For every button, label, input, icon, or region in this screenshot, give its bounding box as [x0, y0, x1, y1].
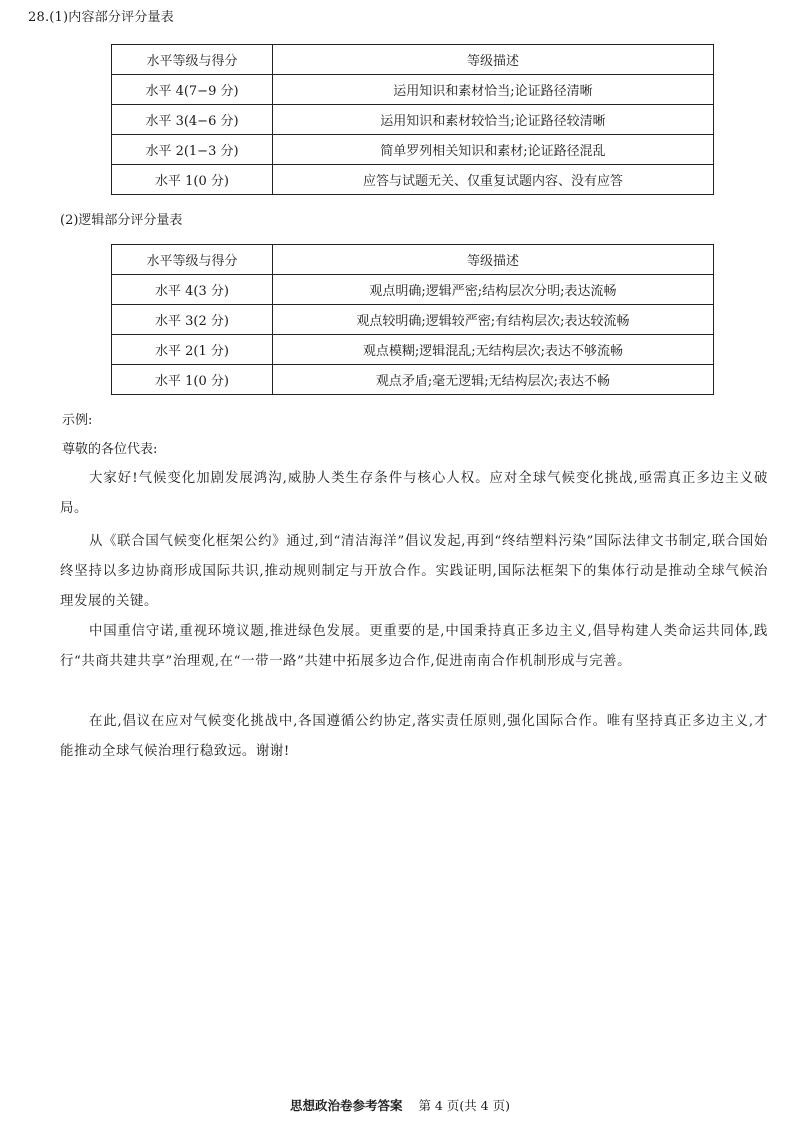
description-cell: 应答与试题无关、仅重复试题内容、没有应答	[273, 165, 714, 195]
level-cell: 水平 4(3 分)	[112, 275, 273, 305]
table-row	[112, 135, 714, 165]
description-cell: 观点较明确;逻辑较严密;有结构层次;表达较流畅	[273, 305, 714, 335]
header-level: 水平等级与得分	[112, 45, 273, 75]
table-row	[112, 75, 714, 105]
part2-title: (2)逻辑部分评分量表	[60, 213, 183, 228]
level-cell: 水平 3(4−6 分)	[112, 105, 273, 135]
speech-paragraph: 中国重信守诺,重视环境议题,推进绿色发展。更重要的是,中国秉持真正多边主义,倡导构建人类命运共同体,践行“共商共建共享”治理观,在“一带一路”共建中拓展多边合作,促进南南合作机制形成与完善。	[60, 624, 768, 669]
level-cell: 水平 1(0 分)	[112, 165, 273, 195]
footer-doc-title: 思想政治卷参考答案	[290, 1098, 403, 1113]
speech-paragraph: 大家好!气候变化加剧发展鸿沟,威胁人类生存条件与核心人权。应对全球气候变化挑战,亟需真正多边主义破局。	[60, 471, 768, 516]
table-row	[112, 335, 714, 365]
header-description: 等级描述	[273, 45, 714, 75]
description-cell: 简单罗列相关知识和素材;论证路径混乱	[273, 135, 714, 165]
table-header-row	[112, 245, 714, 275]
header-level: 水平等级与得分	[112, 245, 273, 275]
description-cell: 运用知识和素材恰当;论证路径清晰	[273, 75, 714, 105]
table-row	[112, 105, 714, 135]
description-cell: 观点矛盾;毫无逻辑;无结构层次;表达不畅	[273, 365, 714, 395]
table-row	[112, 305, 714, 335]
question-number: 28.	[28, 10, 50, 25]
question-header	[28, 9, 174, 27]
part1-title: (1)内容部分评分量表	[49, 10, 174, 25]
level-cell: 水平 1(0 分)	[112, 365, 273, 395]
level-cell: 水平 3(2 分)	[112, 305, 273, 335]
table-row	[112, 365, 714, 395]
table-header-row	[112, 45, 714, 75]
logic-rubric-table	[111, 244, 714, 395]
description-cell: 观点模糊;逻辑混乱;无结构层次;表达不够流畅	[273, 335, 714, 365]
level-cell: 水平 4(7−9 分)	[112, 75, 273, 105]
header-description: 等级描述	[273, 245, 714, 275]
footer-page-info: 第 4 页(共 4 页)	[418, 1098, 510, 1113]
example-label: 示例:	[62, 413, 93, 428]
salutation: 尊敬的各位代表:	[62, 442, 158, 457]
level-cell: 水平 2(1 分)	[112, 335, 273, 365]
speech-paragraph: 从《联合国气候变化框架公约》通过,到“清洁海洋”倡议发起,再到“终结塑料污染”国际法律文书制定,联合国始终坚持以多边协商形成国际共识,推动规则制定与开放合作。实践证明,国际法框架下的集体行动是推动全球气候治理发展的关键。	[60, 534, 768, 609]
description-cell: 运用知识和素材较恰当;论证路径较清晰	[273, 105, 714, 135]
speech-paragraph: 在此,倡议在应对气候变化挑战中,各国遵循公约协定,落实责任原则,强化国际合作。唯有坚持真正多边主义,才能推动全球气候治理行稳致远。谢谢!	[60, 714, 768, 759]
table-row	[112, 165, 714, 195]
page-footer	[0, 1096, 800, 1114]
content-rubric-table	[111, 44, 714, 195]
table-row	[112, 275, 714, 305]
description-cell: 观点明确;逻辑严密;结构层次分明;表达流畅	[273, 275, 714, 305]
level-cell: 水平 2(1−3 分)	[112, 135, 273, 165]
